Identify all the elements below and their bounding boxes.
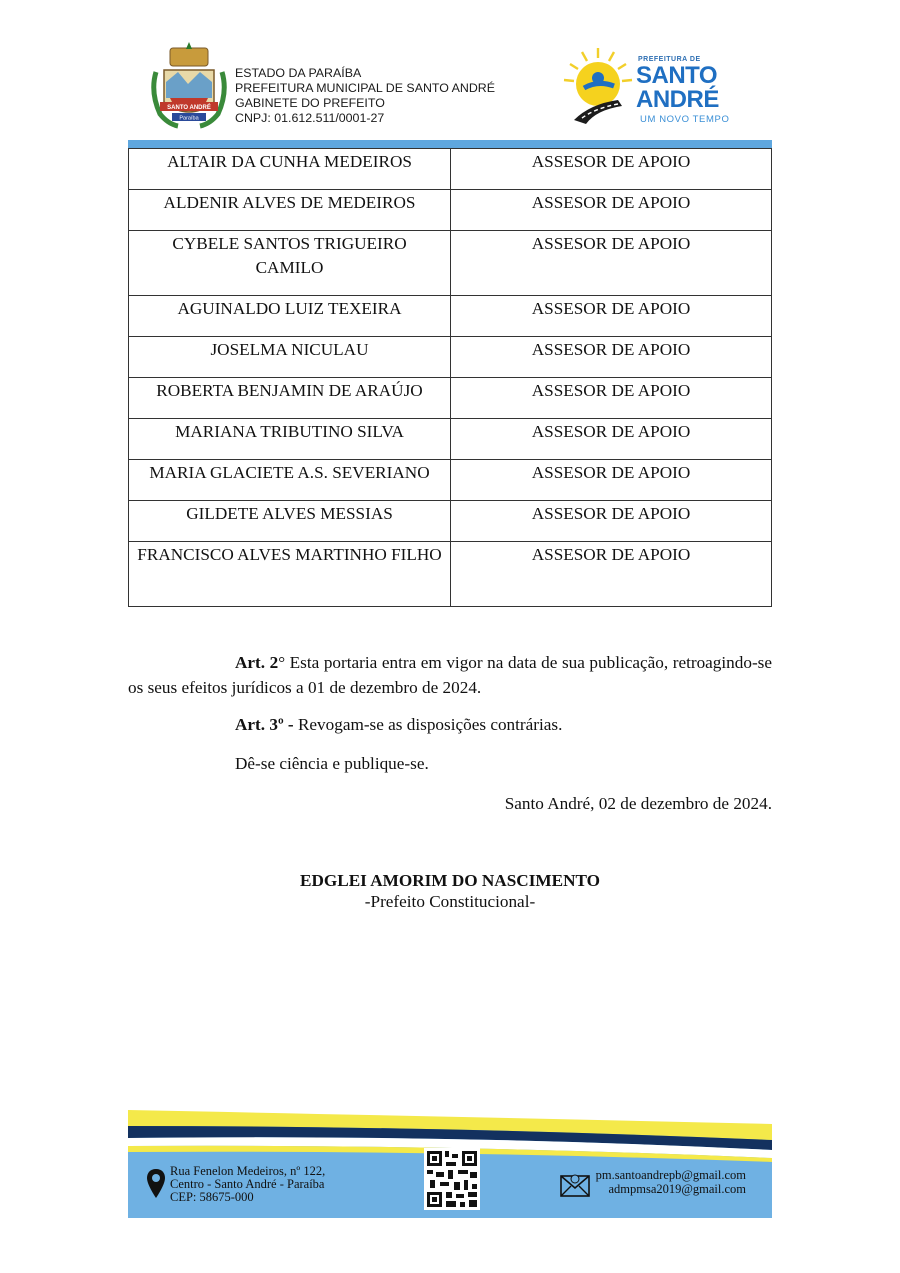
staff-name-cell: ALTAIR DA CUNHA MEDEIROS: [129, 149, 451, 190]
santo-andre-brand-logo: [560, 44, 740, 126]
email-line[interactable]: pm.santoandrepb@gmail.com: [595, 1168, 746, 1182]
table-row: [129, 501, 772, 542]
article-3-text: Revogam-se as disposições contrárias.: [293, 715, 563, 734]
staff-name-cell: GILDETE ALVES MESSIAS: [129, 501, 451, 542]
header-line: ESTADO DA PARAÍBA: [235, 66, 362, 80]
staff-role-cell: ASSESOR DE APOIO: [451, 378, 772, 419]
staff-name-cell: CYBELE SANTOS TRIGUEIRO CAMILO: [129, 231, 451, 296]
table-row: [129, 419, 772, 460]
staff-name-cell: AGUINALDO LUIZ TEXEIRA: [129, 296, 451, 337]
staff-role-cell: ASSESOR DE APOIO: [451, 231, 772, 296]
staff-role-cell: ASSESOR DE APOIO: [451, 149, 772, 190]
location-pin-icon: [146, 1168, 166, 1200]
footer-address: [170, 1165, 325, 1204]
table-row: [129, 149, 772, 190]
place-and-date: Santo André, 02 de dezembro de 2024.: [504, 794, 772, 813]
staff-name-cell: MARIANA TRIBUTINO SILVA: [129, 419, 451, 460]
header-line: GABINETE DO PREFEITO: [235, 96, 385, 110]
crest-banner-text: SANTO ANDRÉ: [167, 105, 211, 111]
brand-tagline: UM NOVO TEMPO: [640, 114, 730, 125]
email-line[interactable]: admpmsa2019@gmail.com: [608, 1182, 746, 1196]
signatory-title: -Prefeito Constitucional-: [364, 892, 536, 911]
staff-role-cell: ASSESOR DE APOIO: [451, 296, 772, 337]
footer-band: [128, 1104, 772, 1218]
article-2-paragraph: [128, 650, 772, 700]
staff-name-cell: ALDENIR ALVES DE MEDEIROS: [129, 190, 451, 231]
address-line: CEP: 58675-000: [170, 1190, 254, 1204]
staff-name-cell: JOSELMA NICULAU: [129, 337, 451, 378]
qr-code-icon: [424, 1148, 480, 1210]
staff-role-cell: ASSESOR DE APOIO: [451, 460, 772, 501]
letterhead: [128, 38, 772, 138]
staff-role-cell: ASSESOR DE APOIO: [451, 337, 772, 378]
table-row: [129, 337, 772, 378]
table-row: [129, 190, 772, 231]
staff-role-cell: ASSESOR DE APOIO: [451, 190, 772, 231]
sun-road-icon: [560, 44, 640, 126]
crest-sub-text: Paraíba: [179, 115, 199, 122]
brand-small-text: PREFEITURA DE: [638, 56, 701, 63]
staff-name-cell: MARIA GLACIETE A.S. SEVERIANO: [129, 460, 451, 501]
staff-name-cell: ROBERTA BENJAMIN DE ARAÚJO: [129, 378, 451, 419]
address-line: Centro - Santo André - Paraíba: [170, 1177, 325, 1191]
staff-table: [128, 148, 772, 607]
article-3-paragraph: [128, 712, 879, 737]
header-divider: [128, 140, 772, 148]
article-3-label: Art. 3º -: [235, 715, 294, 734]
staff-role-cell: ASSESOR DE APOIO: [451, 542, 772, 607]
article-2-label: Art. 2: [235, 653, 279, 672]
header-line: PREFEITURA MUNICIPAL DE SANTO ANDRÉ: [235, 81, 496, 95]
letterhead-text: [235, 66, 495, 126]
table-row: [129, 231, 772, 296]
table-row: [129, 542, 772, 607]
address-line: Rua Fenelon Medeiros, nº 122,: [170, 1164, 326, 1178]
staff-role-cell: ASSESOR DE APOIO: [451, 501, 772, 542]
publication-order: Dê-se ciência e publique-se.: [235, 754, 429, 773]
staff-role-cell: ASSESOR DE APOIO: [451, 419, 772, 460]
table-row: [129, 378, 772, 419]
footer-emails: [596, 1168, 746, 1196]
signatory-name: EDGLEI AMORIM DO NASCIMENTO: [299, 871, 601, 890]
table-row: [129, 296, 772, 337]
municipal-crest-icon: [148, 42, 230, 130]
brand-line-1: SANTO: [636, 62, 718, 89]
table-row: [129, 460, 772, 501]
article-2-text: ° Esta portaria entra em vigor na data de sua publicação, retroagindo-se os seus efeitos jurídicos a 01 de dezembro de 2024.: [128, 653, 772, 697]
brand-line-2: ANDRÉ: [636, 86, 719, 113]
staff-name-cell: FRANCISCO ALVES MARTINHO FILHO: [129, 542, 451, 607]
header-line: CNPJ: 01.612.511/0001-27: [235, 111, 385, 125]
email-icon: [560, 1172, 590, 1198]
